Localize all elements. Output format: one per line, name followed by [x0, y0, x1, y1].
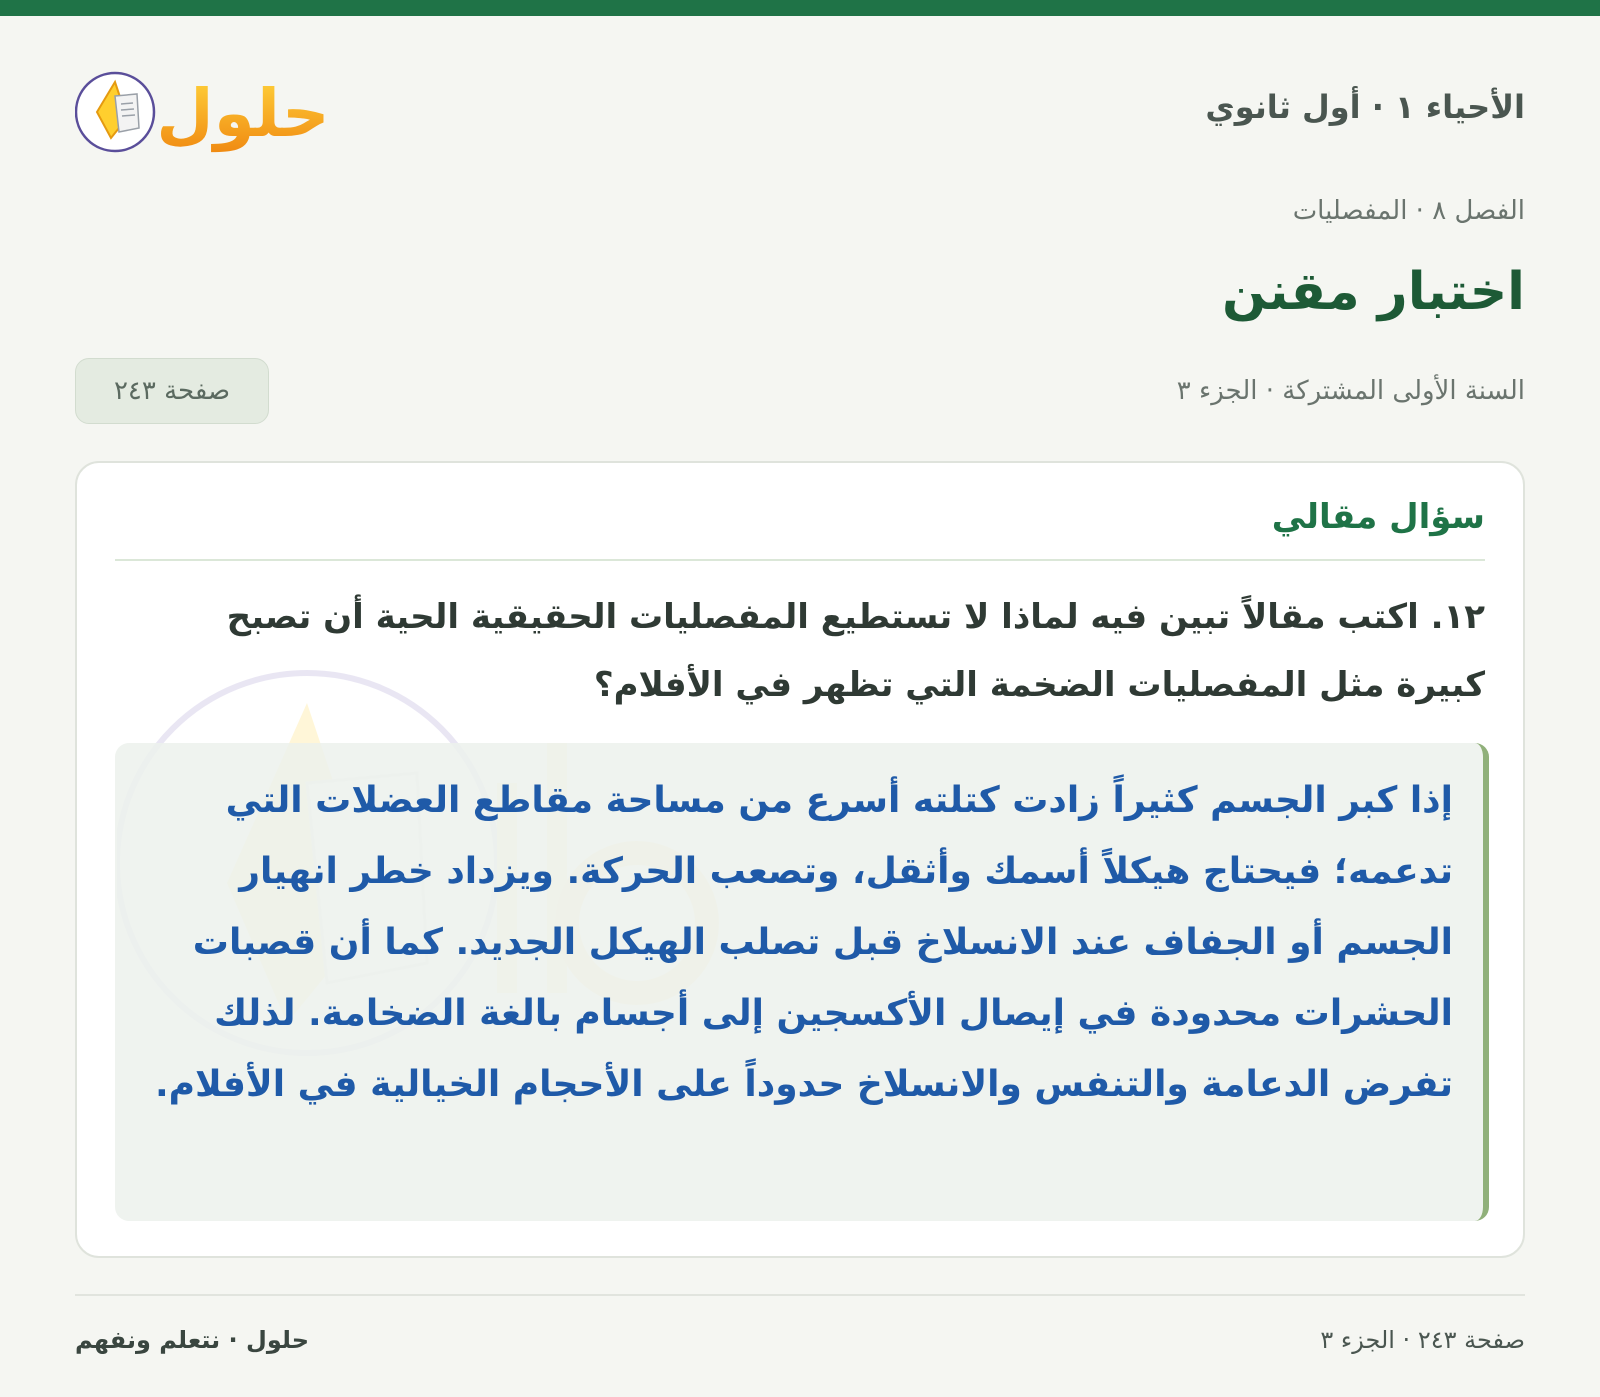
question-card [75, 461, 1525, 1258]
hulul-book-logo-icon [75, 52, 335, 162]
top-accent-bar [0, 0, 1600, 16]
volume-label: السنة الأولى المشتركة · الجزء ٣ [1176, 376, 1525, 406]
card-heading: سؤال مقالي [1271, 497, 1485, 537]
footer-page-info: صفحة ٢٤٣ · الجزء ٣ [1320, 1326, 1525, 1354]
page-title: اختبار مقنن [1222, 262, 1525, 322]
meta-row [75, 358, 1525, 424]
page-header [75, 52, 1525, 162]
course-title: الأحياء ١ · أول ثانوي [1205, 88, 1525, 126]
hulul-logo[interactable] [75, 52, 335, 162]
page-footer [75, 1322, 1525, 1358]
chapter-label: الفصل ٨ · المفصليات [1292, 196, 1525, 226]
answer-text: إذا كبر الجسم كثيراً زادت كتلته أسرع من مساحة مقاطع العضلات التي تدعمه؛ فيحتاج هيكلاً أسمك وأثقل، وتصعب الحركة. ويزداد خطر انهيار الجسم أو الجفاف عند الانسلاخ قبل تصلب الهيكل الجديد. كما أن قصبات الحشرات محدودة في إيصال الأكسجين إلى أجسام بالغة الضخامة. لذلك تفرض الدعامة والتنفس والانسلاخ حدوداً على الأحجام الخيالية في الأفلام. [154, 780, 1453, 1105]
question-text: ١٢. اكتب مقالاً تبين فيه لماذا لا تستطيع المفصليات الحقيقية الحية أن تصبح كبيرة مثل المفصليات الضخمة التي تظهر في الأفلام؟ [226, 597, 1485, 705]
card-divider [115, 559, 1485, 561]
footer-brand: حلول · نتعلم ونفهم [75, 1326, 309, 1354]
footer-divider [75, 1294, 1525, 1296]
answer-box [115, 743, 1489, 1221]
page-number-badge: صفحة ٢٤٣ [75, 358, 269, 424]
svg-text:حلول: حلول [156, 75, 330, 152]
